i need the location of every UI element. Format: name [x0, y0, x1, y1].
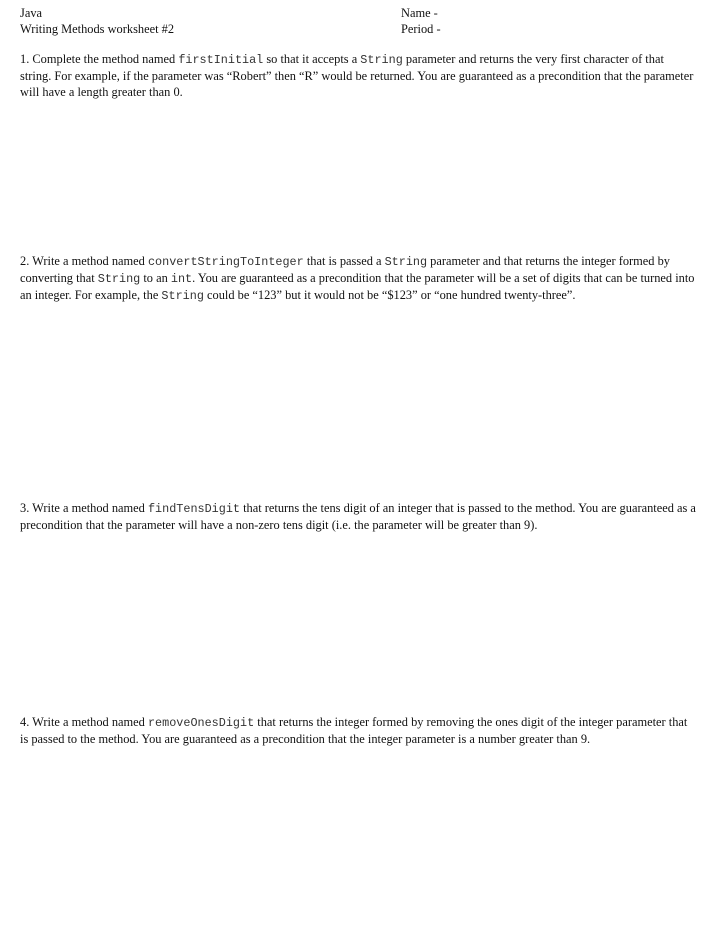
method-name-code: convertStringToInteger — [147, 255, 304, 269]
question-3 — [20, 500, 698, 533]
type-name-code: String — [97, 272, 141, 287]
period-label: Period - — [401, 22, 441, 36]
method-name-code: firstInitial — [178, 53, 264, 67]
worksheet-header-left — [20, 5, 174, 37]
question-text: could be “123” but it would not be “$123” or “one hundred twenty-three”. — [203, 288, 576, 303]
worksheet-title: Writing Methods worksheet #2 — [20, 22, 175, 36]
question-text: Complete the method named — [32, 52, 179, 66]
method-name-code: findTensDigit — [147, 502, 240, 516]
question-text: that returns the tens digit of an integer that is passed to the method. You are guaranteed as a precondition that the parameter will have a non-zero tens digit (i.e. the parameter will be greater than 9). — [20, 501, 696, 533]
question-text: that returns the integer formed by removing the ones digit of the integer parameter that is passed to the method. You are guaranteed as a precondition that the integer parameter is a number greater than 9. — [20, 715, 688, 747]
question-text: so that it accepts a — [263, 52, 361, 66]
question-2 — [20, 253, 698, 305]
type-name-code: String — [161, 289, 204, 304]
question-4 — [20, 714, 698, 747]
type-name-code: int — [170, 272, 193, 287]
type-name-code: String — [384, 255, 428, 269]
question-text: that is passed a — [303, 254, 385, 268]
question-number: 1. — [20, 52, 30, 66]
question-text: Write a method named — [32, 715, 148, 729]
course-label: Java — [20, 6, 43, 20]
question-text: Write a method named — [32, 501, 148, 515]
question-text: parameter and that returns the integer formed by converting that — [20, 254, 670, 286]
question-text: to an — [140, 271, 171, 286]
type-name-code: String — [360, 53, 403, 67]
question-number: 2. — [20, 254, 30, 268]
question-number: 4. — [20, 715, 30, 729]
method-name-code: removeOnesDigit — [147, 716, 255, 730]
worksheet-header-right — [401, 5, 441, 37]
question-text: Write a method named — [32, 254, 148, 268]
question-1 — [20, 51, 698, 101]
question-number: 3. — [20, 501, 30, 515]
question-text: parameter and returns the very first character of that string. For example, if the parameter was “Robert” then “R” would be returned. You are guaranteed as a precondition that the parameter will have a length greater than 0. — [20, 52, 694, 100]
name-label: Name - — [401, 6, 438, 20]
question-text: . You are guaranteed as a precondition that the parameter will be a set of digits that can be turned into an integer. For example, the — [20, 271, 695, 303]
